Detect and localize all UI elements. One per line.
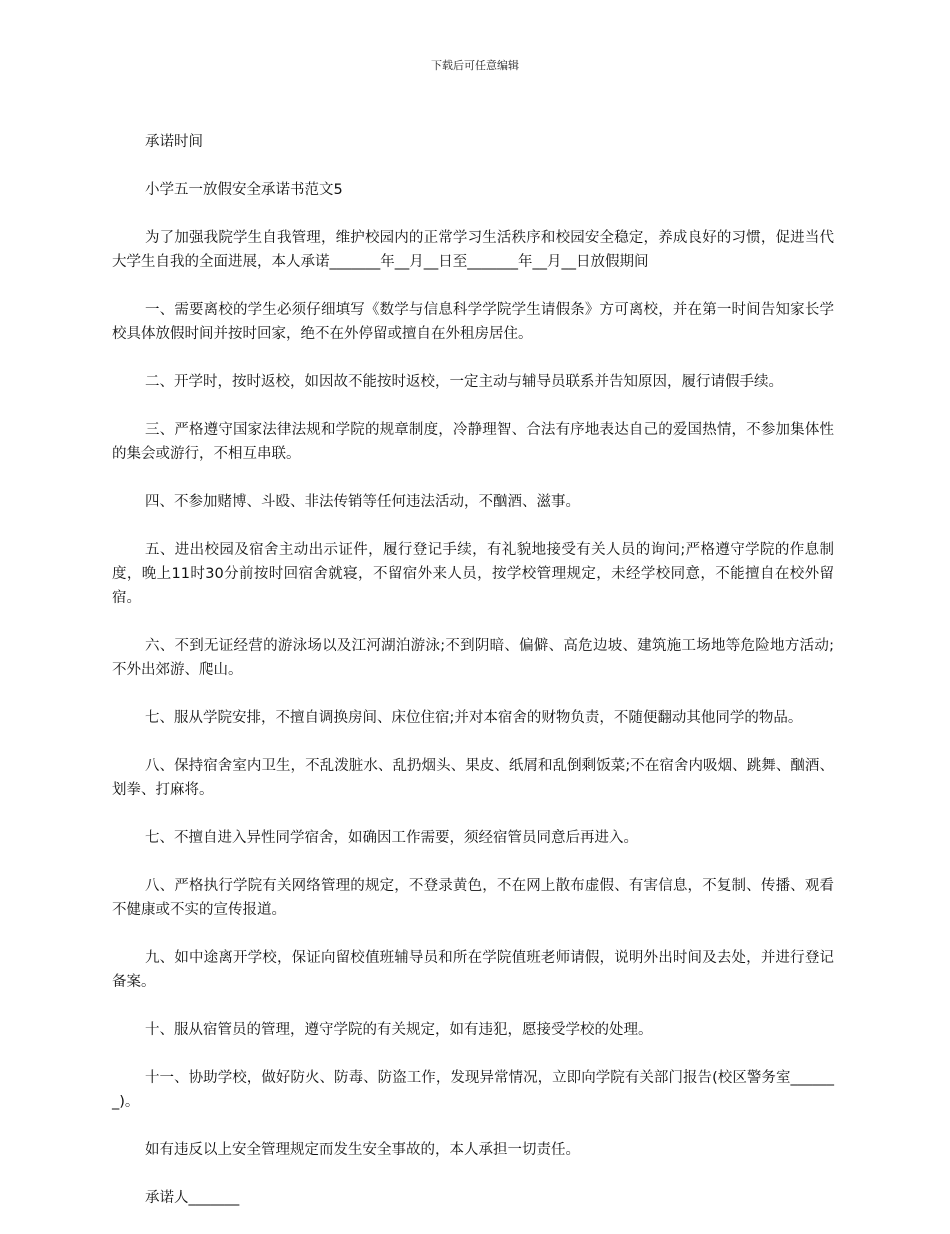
paragraph-item-7b: 七、不擅自进入异性同学宿舍，如确因工作需要，须经宿管员同意后再进入。	[145, 830, 638, 846]
paragraph-item-5: 五、进出校园及宿舍主动出示证件，履行登记手续，有礼貌地接受有关人员的询问;严格遵守学院的作息制度，晚上11时30分前按时回宿舍就寝，不留宿外来人员，按学校管理规定，未经学校同意，不能擅自在校外留宿。	[112, 542, 834, 606]
paragraph-item-8: 八、保持宿舍室内卫生，不乱泼脏水、乱扔烟头、果皮、纸屑和乱倒剩饭菜;不在宿舍内吸烟、跳舞、酗酒、划拳、打麻将。	[112, 758, 834, 798]
paragraph-item-7: 七、服从学院安排，不擅自调换房间、床位住宿;并对本宿舍的财物负责，不随便翻动其他同学的物品。	[145, 710, 803, 726]
document-body	[112, 130, 834, 1234]
document-title: 小学五一放假安全承诺书范文5	[145, 182, 343, 198]
paragraph-item-1: 一、需要离校的学生必须仔细填写《数学与信息科学学院学生请假条》方可离校，并在第一时间告知家长学校具体放假时间并按时回家，绝不在外停留或擅自在外租房居住。	[112, 302, 834, 342]
paragraph-item-2: 二、开学时，按时返校，如因故不能按时返校，一定主动与辅导员联系并告知原因，履行请假手续。	[145, 374, 783, 390]
paragraph-item-8b: 八、严格执行学院有关网络管理的规定，不登录黄色，不在网上散布虚假、有害信息，不复制、传播、观看不健康或不实的宣传报道。	[112, 878, 834, 918]
paragraph-item-6: 六、不到无证经营的游泳场以及江河湖泊游泳;不到阴暗、偏僻、高危边坡、建筑施工场地等危险地方活动;不外出郊游、爬山。	[112, 638, 834, 678]
page-header-note: 下载后可任意编辑	[431, 59, 519, 72]
paragraph-intro: 为了加强我院学生自我管理，维护校园内的正常学习生活秩序和校园安全稳定，养成良好的习惯，促进当代大学生自我的全面进展，本人承诺_______年__月__日至_______年__月__日放假期间	[112, 230, 834, 270]
signatory-line: 承诺人_______	[145, 1190, 240, 1206]
paragraph-item-10: 十、服从宿管员的管理，遵守学院的有关规定，如有违犯，愿接受学校的处理。	[145, 1022, 653, 1038]
paragraph-item-11: 十一、协助学校，做好防火、防毒、防盗工作，发现异常情况，立即向学院有关部门报告(校区警务室_______)。	[112, 1070, 834, 1110]
paragraph-liability: 如有违反以上安全管理规定而发生安全事故的，本人承担一切责任。	[145, 1142, 580, 1158]
paragraph-item-9: 九、如中途离开学校，保证向留校值班辅导员和所在学院值班老师请假，说明外出时间及去处，并进行登记备案。	[112, 950, 834, 990]
paragraph-item-4: 四、不参加赌博、斗殴、非法传销等任何违法活动，不酗酒、滋事。	[145, 494, 580, 510]
paragraph-item-3: 三、严格遵守国家法律法规和学院的规章制度，冷静理智、合法有序地表达自己的爱国热情，不参加集体性的集会或游行，不相互串联。	[112, 422, 834, 462]
commitment-time-line: 承诺时间	[145, 134, 203, 150]
